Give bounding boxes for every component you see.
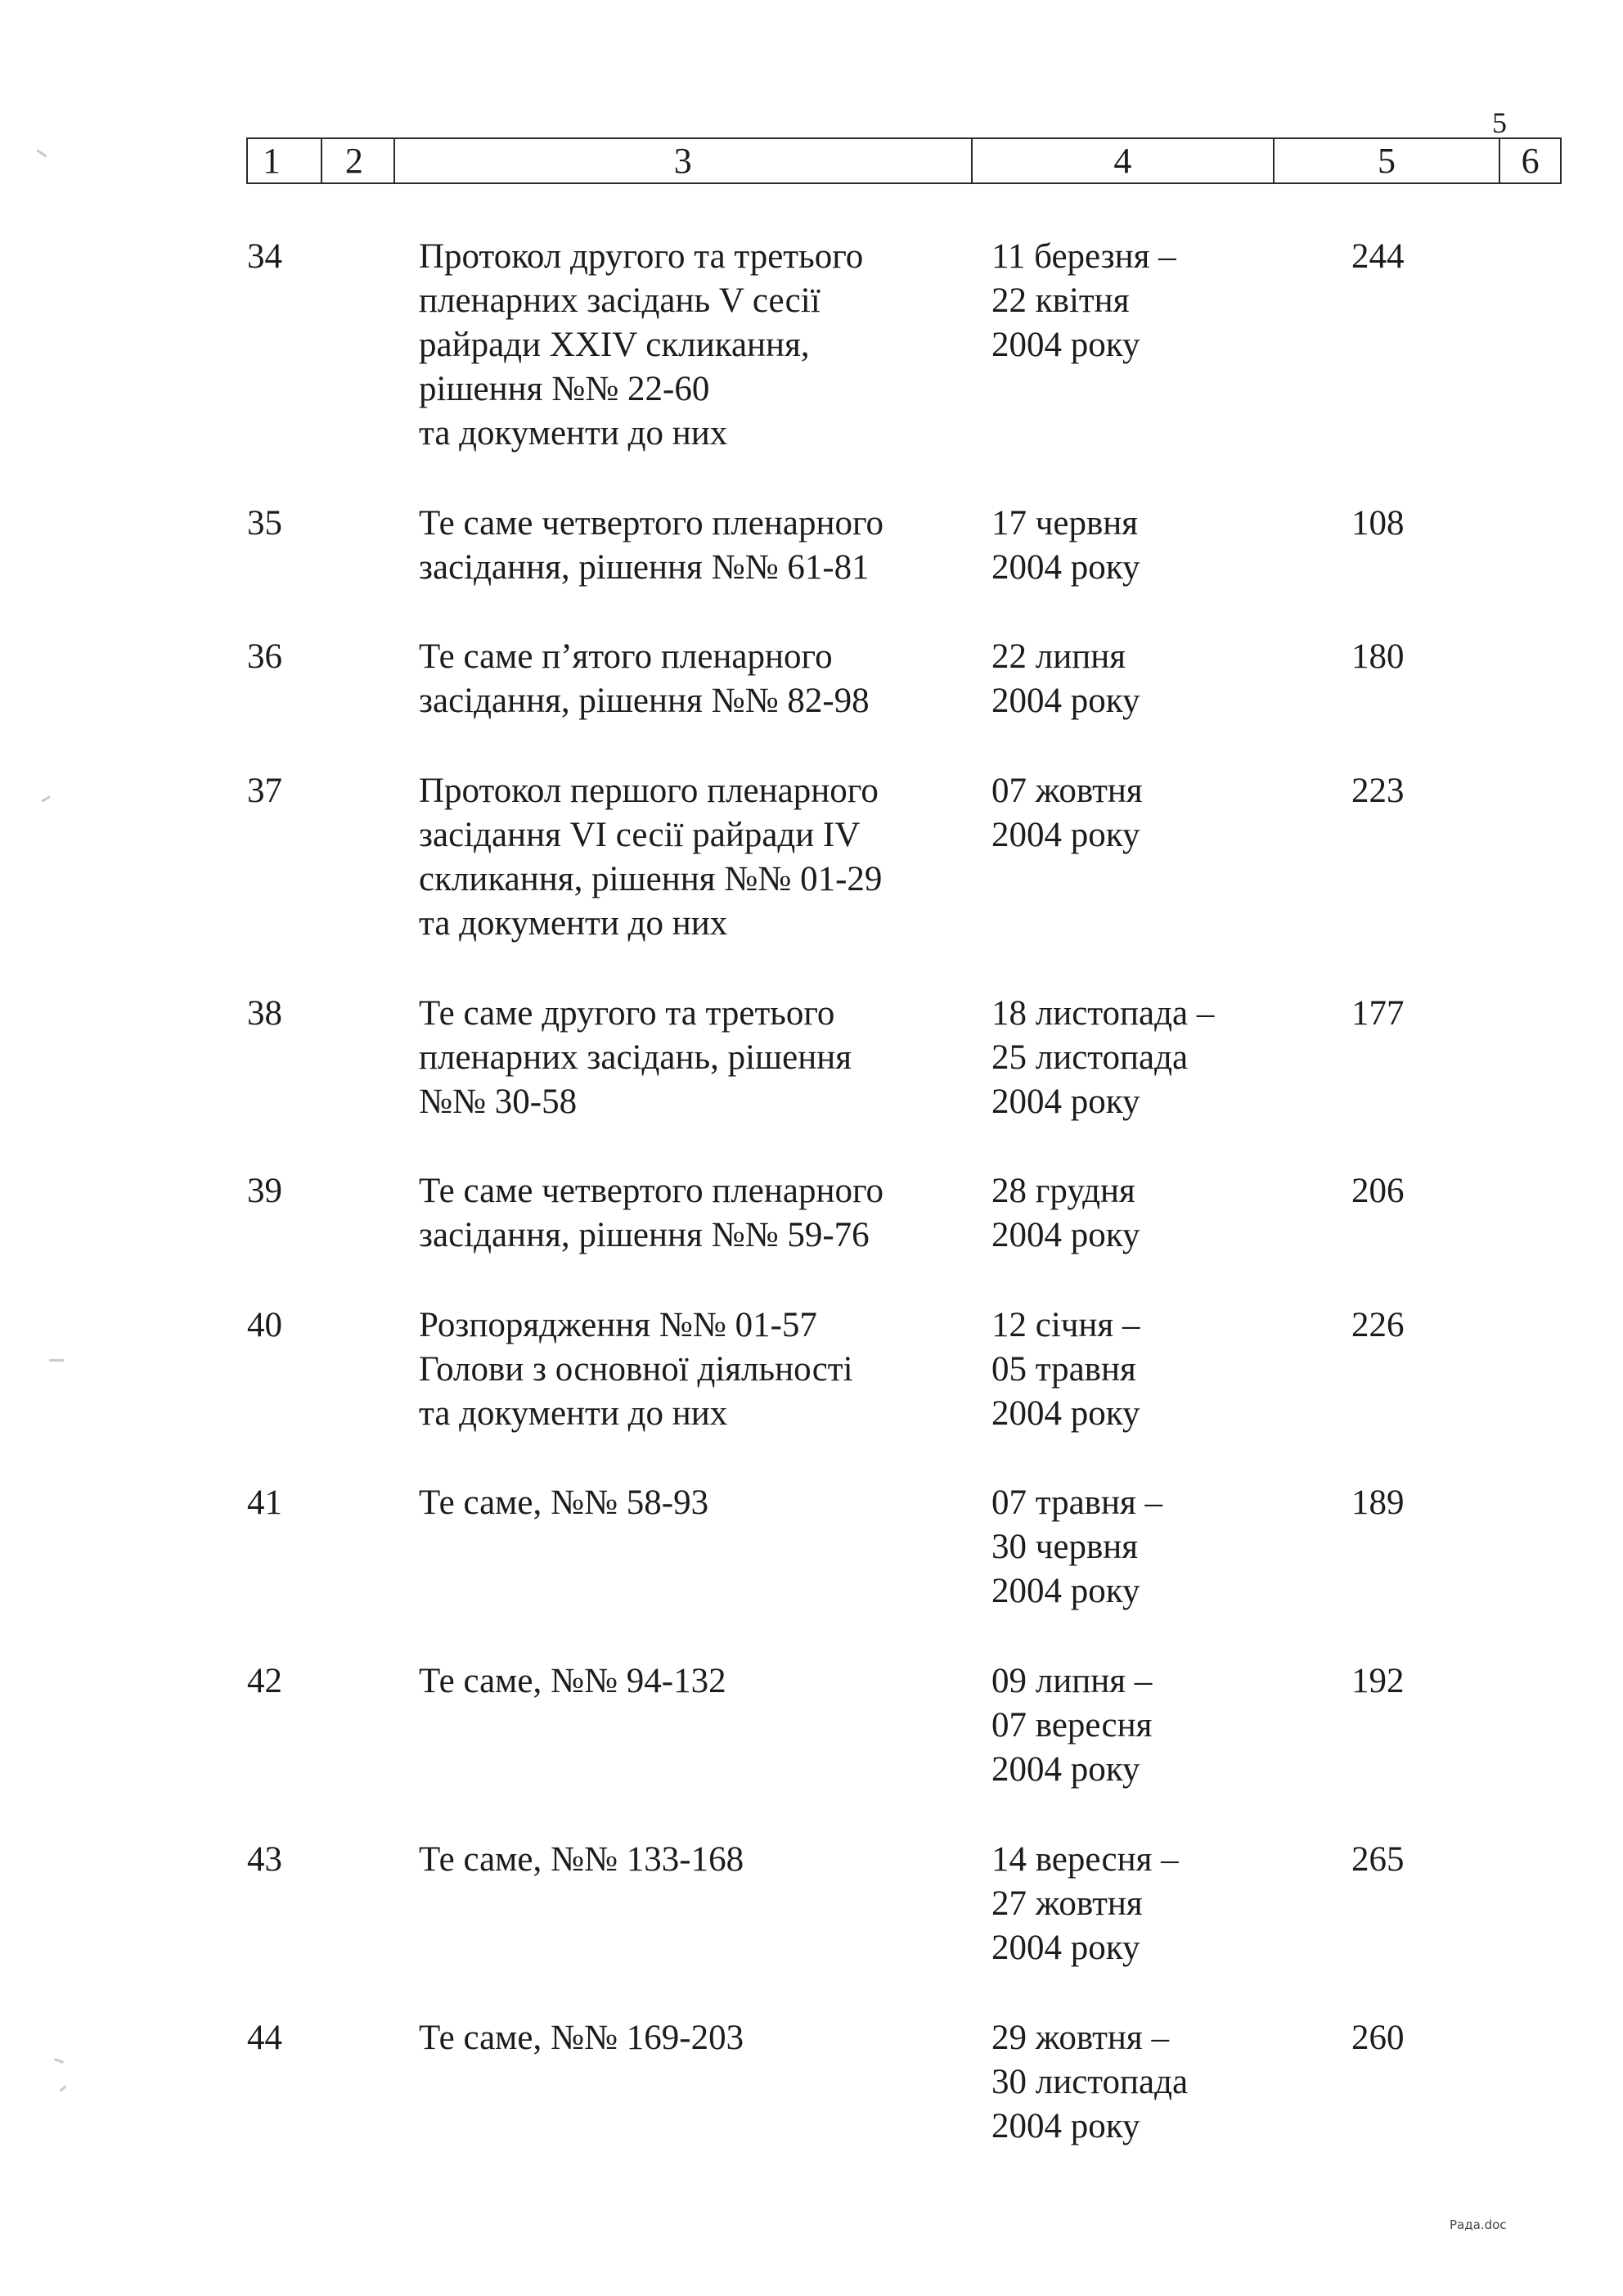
row-number: 40: [247, 1306, 282, 1344]
row-title: Те саме четвертого пленарного засідання, рішення №№ 59-76: [419, 1172, 884, 1254]
row-title: Протокол другого та третього пленарних засідань V сесії райради XXIV скликання, рішення №№ 22-60 та документи до них: [419, 237, 864, 452]
page-number: 5: [1492, 106, 1507, 139]
row-number: 39: [247, 1172, 282, 1210]
scan-speck: [59, 2085, 67, 2092]
row-dates: 09 липня – 07 вересня 2004 року: [991, 1662, 1153, 1789]
row-sheet-count: 226: [1351, 1306, 1405, 1344]
row-title: Те саме, №№ 133-168: [419, 1840, 744, 1879]
row-dates: 17 червня 2004 року: [991, 504, 1140, 587]
row-title: Те саме другого та третього пленарних засідань, рішення №№ 30-58: [419, 994, 852, 1121]
row-sheet-count: 180: [1351, 637, 1405, 676]
row-number: 36: [247, 637, 282, 676]
scan-speck: [54, 2058, 64, 2064]
row-sheet-count: 108: [1351, 504, 1405, 542]
scan-speck: [36, 149, 47, 157]
row-number: 35: [247, 504, 282, 542]
scan-speck: [49, 1359, 64, 1362]
row-number: 43: [247, 1840, 282, 1879]
row-dates: 07 травня – 30 червня 2004 року: [991, 1483, 1162, 1610]
row-title: Те саме, №№ 94-132: [419, 1662, 726, 1700]
row-title: Те саме, №№ 169-203: [419, 2019, 744, 2057]
row-title: Те саме п’ятого пленарного засідання, рішення №№ 82-98: [419, 637, 870, 720]
column-header-4: 4: [973, 139, 1275, 182]
row-dates: 12 січня – 05 травня 2004 року: [991, 1306, 1140, 1433]
column-header-row: [246, 137, 1562, 184]
row-sheet-count: 244: [1351, 237, 1405, 276]
row-title: Те саме, №№ 58-93: [419, 1483, 709, 1522]
row-dates: 14 вересня – 27 жовтня 2004 року: [991, 1840, 1179, 1967]
row-sheet-count: 189: [1351, 1483, 1405, 1522]
column-header-5: 5: [1275, 139, 1500, 182]
row-sheet-count: 177: [1351, 994, 1405, 1033]
column-header-1: 1: [248, 139, 322, 182]
row-dates: 07 жовтня 2004 року: [991, 772, 1143, 854]
row-sheet-count: 223: [1351, 772, 1405, 810]
row-title: Те саме четвертого пленарного засідання, рішення №№ 61-81: [419, 504, 884, 587]
row-sheet-count: 265: [1351, 1840, 1405, 1879]
row-number: 44: [247, 2019, 282, 2057]
row-number: 41: [247, 1483, 282, 1522]
row-title: Протокол першого пленарного засідання VI сесії райради IV скликання, рішення №№ 01-29 та документи до них: [419, 772, 883, 943]
row-number: 42: [247, 1662, 282, 1700]
row-dates: 18 листопада – 25 листопада 2004 року: [991, 994, 1215, 1121]
row-sheet-count: 192: [1351, 1662, 1405, 1700]
column-header-2: 2: [322, 139, 395, 182]
row-number: 38: [247, 994, 282, 1033]
row-dates: 29 жовтня – 30 листопада 2004 року: [991, 2019, 1189, 2145]
row-dates: 22 липня 2004 року: [991, 637, 1140, 720]
row-number: 37: [247, 772, 282, 810]
row-title: Розпорядження №№ 01-57 Голови з основної діяльності та документи до них: [419, 1306, 853, 1433]
row-number: 34: [247, 237, 282, 276]
column-header-6: 6: [1521, 141, 1540, 181]
row-dates: 28 грудня 2004 року: [991, 1172, 1140, 1254]
row-sheet-count: 260: [1351, 2019, 1405, 2057]
row-dates: 11 березня – 22 квітня 2004 року: [991, 237, 1176, 364]
column-header-3: 3: [395, 139, 973, 182]
scan-speck: [41, 795, 51, 803]
row-sheet-count: 206: [1351, 1172, 1405, 1210]
footer-filename: Рада.doc: [1450, 2217, 1507, 2232]
